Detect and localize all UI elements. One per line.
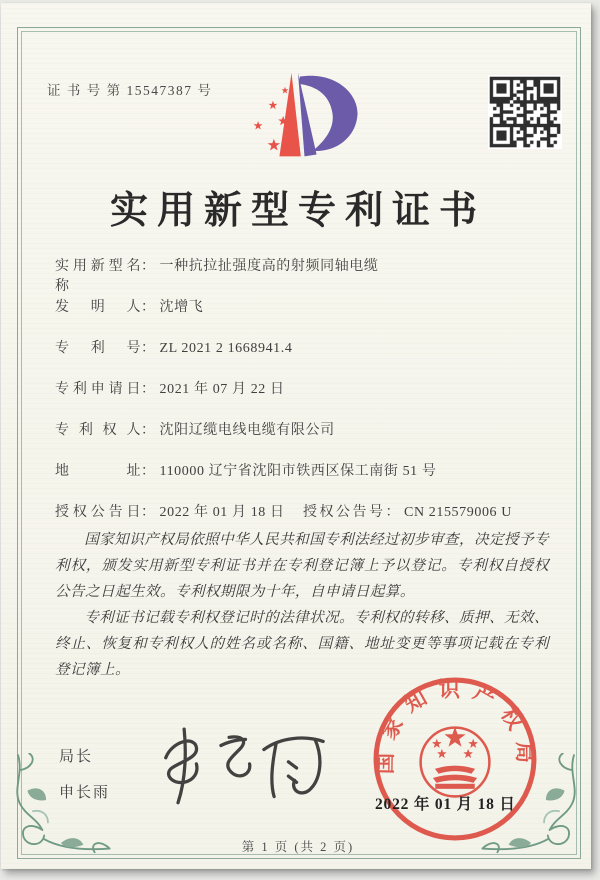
field-label: 授权公告日 xyxy=(55,505,141,520)
field-grant-publication: 授权公告号： CN 215579006 U xyxy=(303,505,512,520)
field-value-address: 110000 辽宁省沈阳市铁西区保工南街 51 号 xyxy=(159,464,437,479)
field-value-patent-number: ZL 2021 2 1668941.4 xyxy=(159,341,293,356)
field-row-inventor: 发明人： 沈增飞 xyxy=(55,296,555,313)
certificate-fields xyxy=(55,255,555,542)
certificate-number: 证 书 号 第 15547387 号 xyxy=(47,83,213,98)
field-value-grant-date: 2022 年 01 月 18 日 xyxy=(159,505,285,520)
page-footer: 第 1 页 (共 2 页) xyxy=(241,840,355,854)
field-row-filing-date: 专利申请日： 2021 年 07 月 22 日 xyxy=(55,378,555,395)
field-row-patent-number: 专利号： ZL 2021 2 1668941.4 xyxy=(55,337,555,354)
legal-paragraph-2: 专利证书记载专利权登记时的法律状况。专利权的转移、质押、无效、终止、恢复和专利权人的姓名或名称、国籍、地址变更等事项记载在专利登记簿上。 xyxy=(55,610,549,678)
field-label: 实用新型名称 xyxy=(55,259,141,294)
seal-date: 2022 年 01 月 18 日 xyxy=(375,796,516,813)
field-label: 发明人 xyxy=(55,300,141,315)
field-value-utility-model-name: 一种抗拉扯强度高的射频同轴电缆 xyxy=(159,259,379,274)
field-row-grant: 授权公告日： 2022 年 01 月 18 日 授权公告号： CN 215579006 U xyxy=(55,501,555,518)
certificate-title: 实用新型专利证书 xyxy=(109,190,486,232)
field-label: 授权公告号 xyxy=(303,505,386,520)
field-label: 地址 xyxy=(55,464,141,479)
national-emblem-icon xyxy=(421,728,490,797)
field-label: 专利号 xyxy=(55,341,141,356)
field-row-address: 地址： 110000 辽宁省沈阳市铁西区保工南街 51 号 xyxy=(55,460,555,477)
field-label: 专利申请日 xyxy=(55,382,141,397)
certificate-sheet xyxy=(1,3,591,869)
official-seal-icon xyxy=(369,673,541,845)
field-value-patentee: 沈阳辽缆电线电缆有限公司 xyxy=(159,423,335,438)
cnipa-patent-logo-icon xyxy=(233,65,363,167)
legal-paragraph-1: 国家知识产权局依照中华人民共和国专利法经过初步审查，决定授予专利权，颁发实用新型专利证书并在专利登记簿上予以登记。专利权自授权公告之日起生效。专利权期限为十年，自申请日起算。 xyxy=(55,532,549,600)
field-row-name: 实用新型名称： 一种抗拉扯强度高的射频同轴电缆 xyxy=(55,255,555,272)
svg-text:国家知识产权局 xyxy=(373,677,537,774)
signer-title: 局长 xyxy=(59,749,94,765)
field-row-patentee: 专利权人： 沈阳辽缆电线电缆有限公司 xyxy=(55,419,555,436)
field-value-filing-date: 2021 年 07 月 22 日 xyxy=(159,382,285,397)
field-value-publication-number: CN 215579006 U xyxy=(404,505,512,520)
field-label: 专利权人 xyxy=(55,423,141,438)
handwritten-signature-icon xyxy=(149,723,344,815)
legal-text xyxy=(55,527,549,683)
seal-agency-text: 国家知识产权局 xyxy=(373,677,537,775)
signer-block xyxy=(59,745,110,802)
qr-code-icon xyxy=(488,75,562,149)
signer-name: 申长雨 xyxy=(59,785,111,801)
field-value-inventor: 沈增飞 xyxy=(159,300,204,315)
